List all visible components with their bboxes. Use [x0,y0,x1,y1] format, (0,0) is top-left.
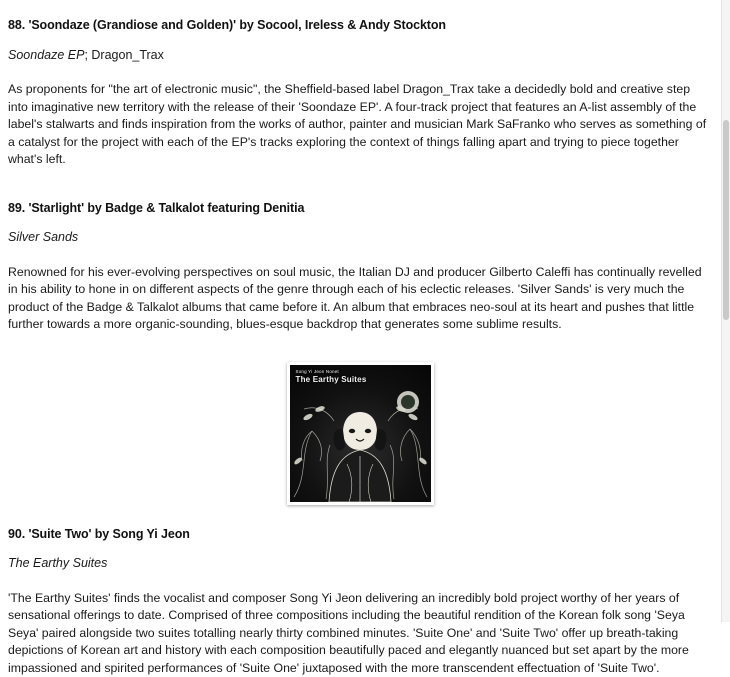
entry-subtitle [8,556,712,572]
artwork-medallion-icon [397,391,419,413]
artwork-title-text [296,369,367,386]
scrollbar-thumb[interactable] [723,120,729,320]
entry-89 [8,201,712,334]
album-cover-image [8,362,712,505]
entry-title: 88. 'Soondaze (Grandiose and Golden)' by Socool, Ireless & Andy Stockton [8,18,446,32]
entry-subtitle-italic: The Earthy Suites [8,556,108,571]
album-cover-frame [287,362,434,505]
artwork-figure-icon [317,406,403,502]
entry-subtitle [8,230,712,246]
entry-subtitle [8,48,712,64]
entry-88 [8,18,712,169]
entry-title: 90. 'Suite Two' by Song Yi Jeon [8,526,190,541]
entry-90 [8,527,712,677]
album-cover-artwork [290,365,431,502]
artwork-artist-line: Song Yi Jeon Nonet [295,368,339,374]
entry-subtitle-italic: Silver Sands [8,230,79,245]
entry-body: Renowned for his ever-evolving perspectives on soul music, the Italian DJ and producer Gilberto Caleffi has continually revelled in his ability to hone in on different aspects of the genre through each of his eclectic releases. 'Silver Sands' is very much the product of the Badge & Talkalot albums that came before it. An album that embraces neo-soul at its heart and pushes that little further towards a more organic-sounding, blues-esque backdrop that generates some sublime results. [8,264,702,332]
entry-subtitle-italic: Soondaze EP [8,47,85,62]
entry-body: 'The Earthy Suites' finds the vocalist and composer Song Yi Jeon delivering an incredibly bold project worthy of her years of sensational offerings to date. Comprised of three compositions including the beautiful rendition of the Korean folk song 'Seya Seya' paired alongside two suites totalling nearly thirty combined minutes. 'Suite One' and 'Suite Two' offer up breath-taking depictions of Korean art and history with each composition beautifully paced and elegantly nuanced but set apart by the more impassioned and spirited performances of 'Suite One' juxtaposed with the more transcendent effectuation of 'Suite Two'. [8,590,689,675]
entry-subtitle-rest: ; Dragon_Trax [84,47,164,62]
entry-title: 89. 'Starlight' by Badge & Talkalot featuring Denitia [8,200,305,215]
vertical-scrollbar[interactable] [721,0,730,622]
artwork-album-line: The Earthy Suites [295,375,367,385]
entry-body: As proponents for "the art of electronic music", the Sheffield-based label Dragon_Trax take a decidedly bold and creative step into imaginative new territory with the release of their 'Soondaze EP'. A four-track project that features an A-list assembly of the label's stalwarts and finds inspiration from the works of author, painter and musician Mark SaFranko who serves as something of a catalyst for the project with each of the EP's tracks exploring the context of things falling apart and trying to piece together what's left. [8,82,707,167]
